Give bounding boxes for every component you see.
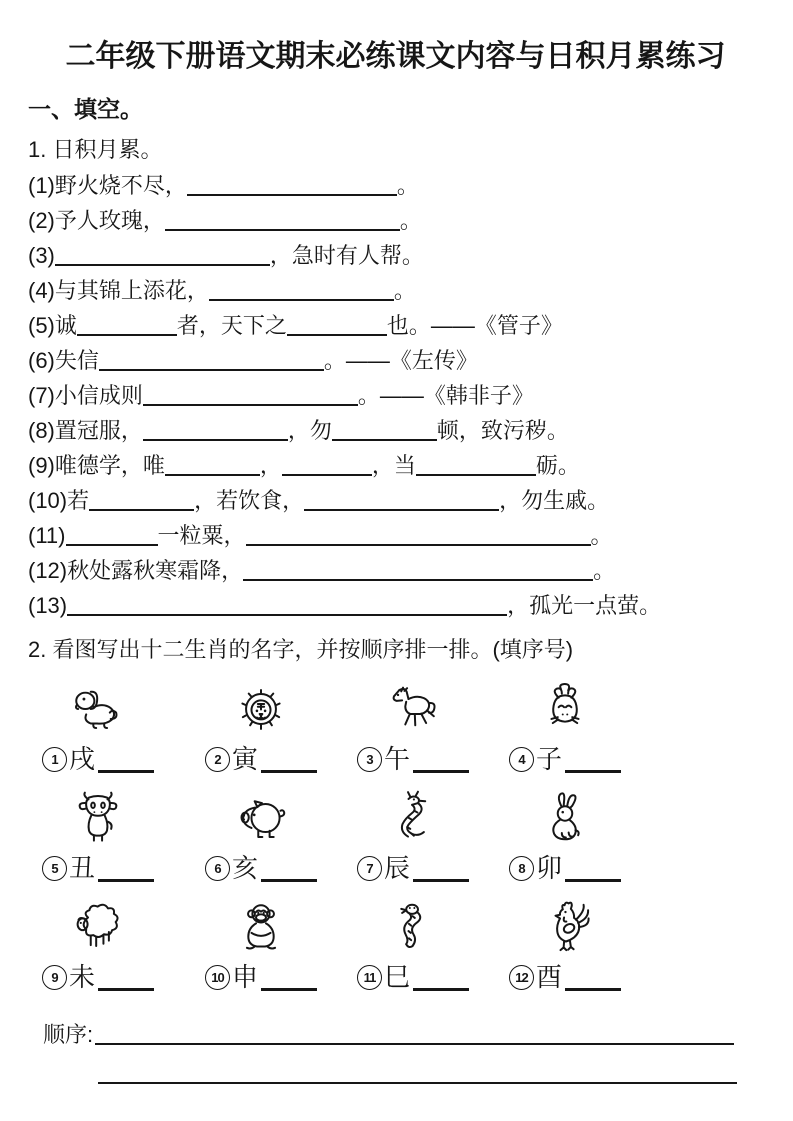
sheep-icon [42,896,154,956]
line-text: (10)若 [28,487,90,513]
line-text: ，勿 [287,417,332,443]
answer-blank [416,472,536,476]
answer-blank [565,766,621,773]
branch-character: 丑 [69,853,96,883]
zodiac-label [205,742,317,774]
circled-number: 7 [357,856,382,881]
zodiac-grid [42,678,763,992]
zodiac-item [509,787,621,883]
zodiac-label [357,742,469,774]
question-2-label: 2. 看图写出十二生肖的名字，并按顺序排一排。(填序号) [28,636,574,662]
line-text: 。——《韩非子》 [357,382,534,408]
zodiac-label [205,851,317,883]
zodiac-label [357,851,469,883]
answer-blank [413,875,469,882]
rooster-icon [509,896,621,956]
dog-icon [42,678,154,738]
branch-character: 卯 [536,853,563,883]
branch-character: 亥 [232,853,259,883]
fill-line [28,414,763,449]
answer-blank [261,984,317,991]
order-label: 顺序: [43,1021,94,1047]
answer-blank [413,984,469,991]
fill-line [28,274,763,309]
line-text: 。 [593,557,616,583]
branch-character: 未 [69,962,96,992]
zodiac-item [357,678,469,774]
fill-line [28,379,763,414]
zodiac-label [509,851,621,883]
circled-number: 4 [509,747,534,772]
answer-blank [89,507,194,511]
line-text: (8)置冠服， [28,417,143,443]
branch-character: 戌 [69,744,96,774]
zodiac-label [42,960,154,992]
order-row-2 [98,1082,763,1084]
answer-blank [66,542,158,546]
answer-blank [98,875,154,882]
line-text: ， [259,452,282,478]
zodiac-label [42,851,154,883]
branch-character: 午 [384,744,411,774]
answer-blank [143,437,288,441]
zodiac-item [357,787,469,883]
pig-icon [205,787,317,847]
branch-character: 子 [536,744,563,774]
line-text: (6)失信 [28,347,99,373]
line-text: 。——《左传》 [323,347,478,373]
answer-blank [209,297,394,301]
zodiac-label [509,960,621,992]
zodiac-label [205,960,317,992]
answer-blank [261,766,317,773]
order-section [28,1018,763,1084]
answer-blank [165,227,400,231]
answer-blank [98,766,154,773]
line-text: ，孤光一点萤。 [507,592,662,618]
answer-blank [565,984,621,991]
line-text: ，当 [371,452,416,478]
line-text: (2)予人玫瑰， [28,207,165,233]
fill-line [28,309,763,344]
fill-line [28,239,763,274]
answer-blank [565,875,621,882]
branch-character: 酉 [536,962,563,992]
line-text: ，若饮食， [194,487,305,513]
zodiac-item [205,896,317,992]
line-text: (9)唯德学，唯 [28,452,165,478]
fill-line [28,554,763,589]
order-blank-line [95,1041,734,1045]
answer-blank [261,875,317,882]
circled-number: 10 [205,965,230,990]
branch-character: 巳 [384,962,411,992]
circled-number: 12 [509,965,534,990]
circled-number: 9 [42,965,67,990]
zodiac-item [42,896,154,992]
zodiac-item [509,896,621,992]
circled-number: 1 [42,747,67,772]
line-text: (11) [28,522,66,548]
horse-icon [357,678,469,738]
answer-blank [287,332,387,336]
fill-line [28,344,763,379]
fill-line [28,519,763,554]
circled-number: 8 [509,856,534,881]
line-text: 。 [399,207,422,233]
snake-icon [357,896,469,956]
answer-blank [143,402,358,406]
answer-blank [246,542,591,546]
line-text: 者，天下之 [176,312,287,338]
line-text: ，勿生戚。 [499,487,610,513]
line-text: (13) [28,592,68,618]
circled-number: 5 [42,856,67,881]
question-1-label: 1. 日积月累。 [28,136,163,162]
line-text: 顿，致污秽。 [436,417,569,443]
zodiac-item [357,896,469,992]
rabbit-icon [509,787,621,847]
page-title: 二年级下册语文期末必练课文内容与日积月累练习 [65,40,726,73]
line-text: (12)秋处露秋寒霜降， [28,557,244,583]
answer-blank [77,332,177,336]
line-text: (5)诚 [28,312,77,338]
answer-blank [165,472,260,476]
section-heading: 一、填空。 [28,95,143,122]
branch-character: 辰 [384,853,411,883]
answer-blank [304,507,499,511]
line-text: 。 [396,172,419,198]
order-blank-line [98,1082,737,1084]
line-text: 砺。 [535,452,580,478]
tiger-icon [205,678,317,738]
line-text: (1)野火烧不尽， [28,172,187,198]
fill-line [28,204,763,239]
answer-blank [332,437,437,441]
fill-line [28,449,763,484]
line-text: (3) [28,242,55,268]
answer-blank [98,984,154,991]
line-text: (4)与其锦上添花， [28,277,209,303]
zodiac-label [42,742,154,774]
answer-blank [67,612,507,616]
answer-blank [282,472,372,476]
answer-blank [187,192,397,196]
fill-line [28,484,763,519]
order-row [43,1018,763,1049]
line-text: ，急时有人帮。 [269,242,424,268]
zodiac-item [42,787,154,883]
answer-blank [413,766,469,773]
line-text: 也。——《管子》 [386,312,563,338]
answer-blank [55,262,270,266]
answer-blank [99,367,324,371]
line-text: (7)小信成则 [28,382,143,408]
zodiac-item [509,678,621,774]
dragon-icon [357,787,469,847]
fill-lines [28,169,763,624]
fill-line [28,589,763,624]
zodiac-item [205,678,317,774]
line-text: 一粒粟， [157,522,246,548]
fill-line [28,169,763,204]
branch-character: 申 [232,962,259,992]
line-text: 。 [393,277,416,303]
circled-number: 11 [357,965,382,990]
branch-character: 寅 [232,744,259,774]
line-text: 。 [590,522,613,548]
circled-number: 6 [205,856,230,881]
circled-number: 3 [357,747,382,772]
monkey-icon [205,896,317,956]
ox-icon [42,787,154,847]
zodiac-item [42,678,154,774]
zodiac-label [357,960,469,992]
answer-blank [243,577,593,581]
circled-number: 2 [205,747,230,772]
zodiac-item [205,787,317,883]
zodiac-label [509,742,621,774]
rat-icon [509,678,621,738]
